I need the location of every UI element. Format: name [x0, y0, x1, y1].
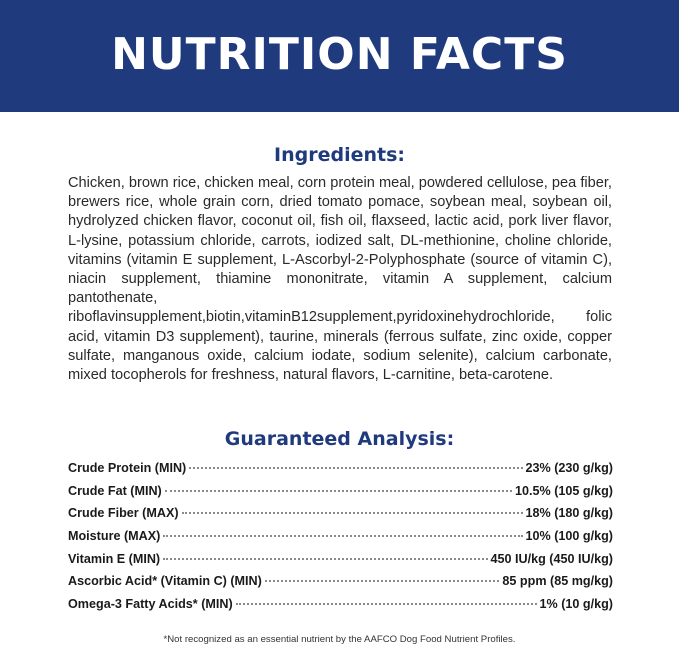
dot-leader — [165, 490, 512, 492]
analysis-value: 23% (230 g/kg) — [525, 461, 613, 475]
dot-leader — [163, 558, 487, 560]
analysis-row-ascorbic-acid — [68, 574, 613, 597]
guaranteed-analysis-heading: Guaranteed Analysis: — [224, 428, 455, 450]
dot-leader — [163, 535, 522, 537]
dot-leader — [236, 603, 537, 605]
guaranteed-analysis-table — [68, 461, 613, 620]
dot-leader — [189, 467, 522, 469]
analysis-value: 18% (180 g/kg) — [525, 506, 613, 521]
analysis-label: Moisture (MAX) — [68, 529, 161, 544]
analysis-label: Crude Fat (MIN) — [68, 483, 162, 498]
page-title: NUTRITION FACTS — [111, 28, 568, 80]
title-banner — [0, 0, 679, 112]
dot-leader — [182, 512, 523, 514]
ingredients-text: Chicken, brown rice, chicken meal, corn protein meal, powdered cellulose, pea fiber, brewers rice, whole grain corn, dried tomato pomace, soybean meal, soybean oil, hydrolyzed chicken flavor, coconut oil, fish oil, flaxseed, lactic acid, pork liver flavor, L-lysine, potassium chloride, carrots, iodized salt, DL-methionine, choline chloride, vitamins (vitamin E supplement, L-Ascorbyl-2-Polyphosphate (source of vitamin C), niacin supplement, thiamine mononitrate, vitamin A supplement, calcium pantothenate, riboflavinsupplement,biotin,vitaminB12supplement,pyridoxinehydrochloride, folic acid, vitamin D3 supplement), taurine, minerals (ferrous sulfate, zinc oxide, copper sulfate, manganous oxide, calcium iodate, sodium selenite), calcium carbonate, mixed tocopherols for freshness, natural flavors, L-carnitine, beta-carotene. — [68, 175, 612, 384]
analysis-row-vitamin-e — [68, 552, 613, 575]
analysis-label: Omega-3 Fatty Acids* (MIN) — [68, 597, 233, 612]
analysis-value: 10.5% (105 g/kg) — [515, 483, 613, 498]
footnote: *Not recognized as an essential nutrient by the AAFCO Dog Food Nutrient Profiles. — [163, 634, 516, 645]
dot-leader — [265, 580, 500, 582]
analysis-row-crude-fat — [68, 484, 613, 507]
analysis-row-crude-fiber — [68, 506, 613, 529]
analysis-row-crude-protein — [68, 461, 613, 484]
analysis-label: Crude Fiber (MAX) — [68, 506, 179, 521]
analysis-label: Ascorbic Acid* (Vitamin C) (MIN) — [68, 574, 262, 589]
analysis-value: 450 IU/kg (450 IU/kg) — [490, 551, 613, 566]
analysis-value: 1% (10 g/kg) — [539, 597, 613, 612]
ingredients-heading: Ingredients: — [274, 144, 405, 166]
analysis-row-moisture — [68, 529, 613, 552]
analysis-row-omega-3 — [68, 597, 613, 620]
analysis-value: 85 ppm (85 mg/kg) — [502, 574, 613, 589]
analysis-label: Vitamin E (MIN) — [68, 551, 161, 566]
analysis-label: Crude Protein (MIN) — [68, 461, 187, 475]
analysis-value: 10% (100 g/kg) — [525, 529, 613, 544]
